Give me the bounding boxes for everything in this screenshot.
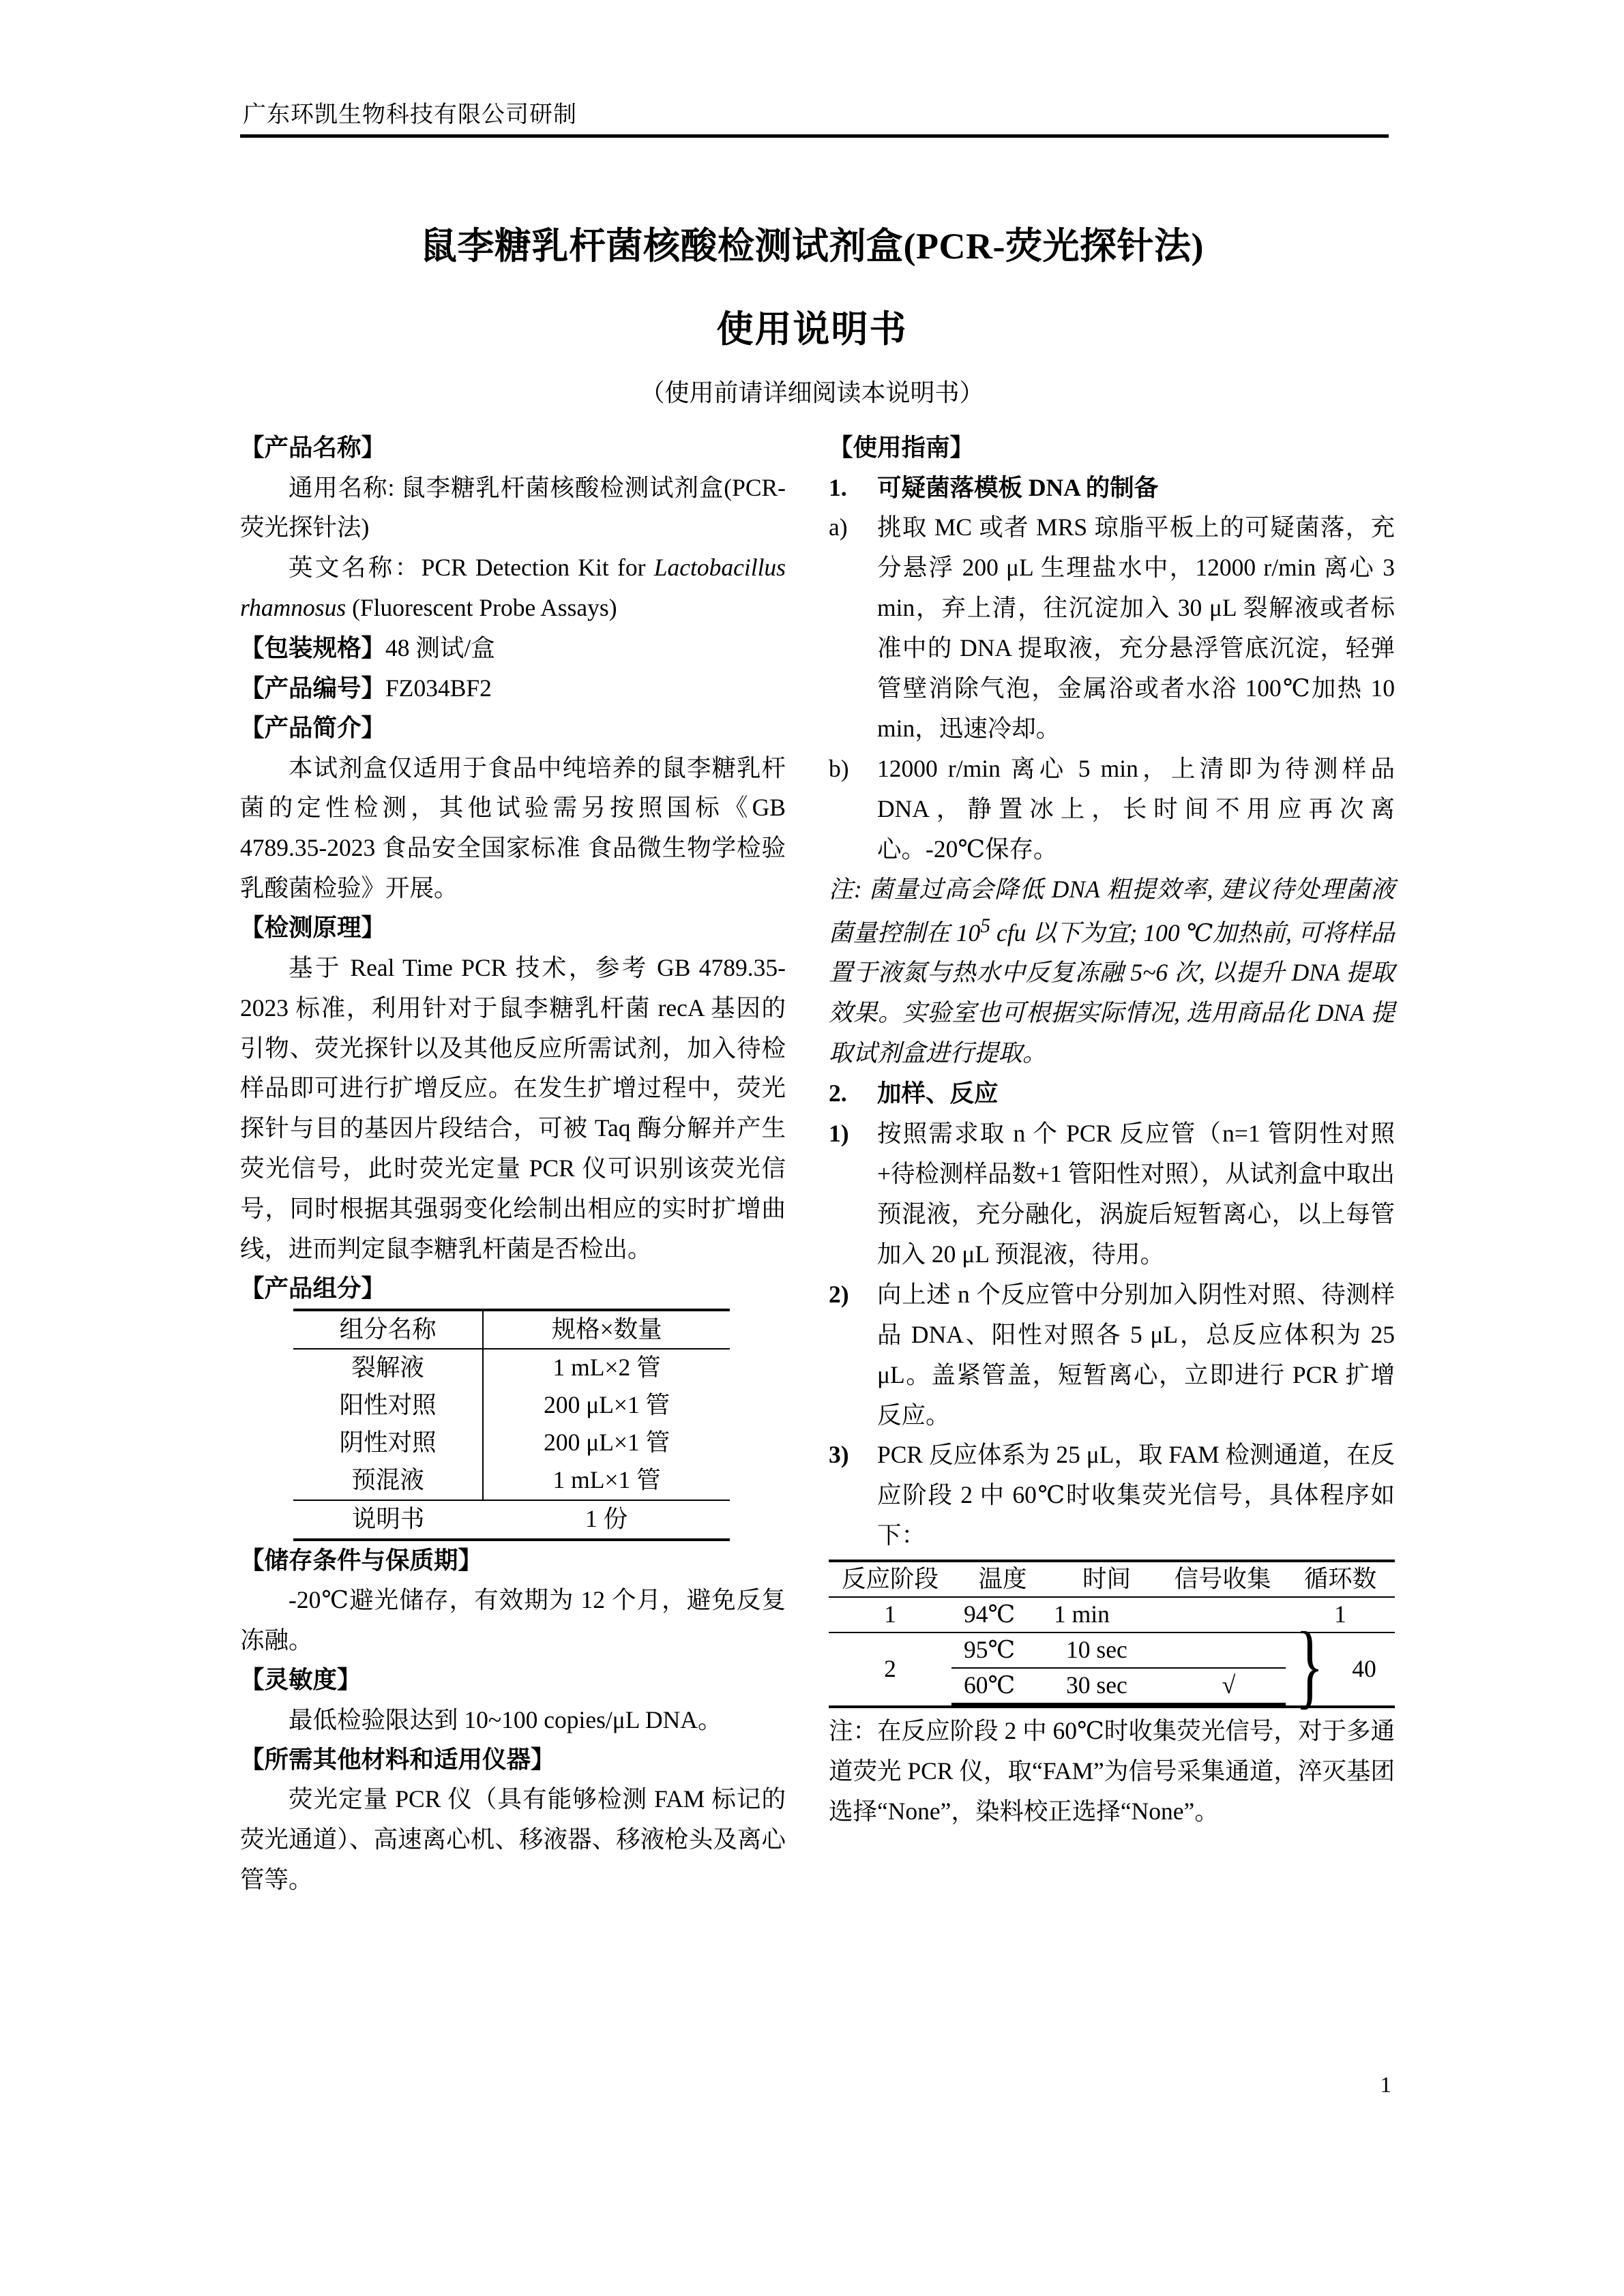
item-marker-3: 3) xyxy=(829,1441,849,1469)
item-text-1: 按照需求取 n 个 PCR 反应管（n=1 管阴性对照+待检测样品数+1 管阳性对照），从试剂盒中取出预混液，充分融化，涡旋后短暂离心，以上每管加入 20 μL 预混液，待用。 xyxy=(877,1120,1395,1268)
item-marker-b: b) xyxy=(829,754,849,782)
pcr-signal xyxy=(1160,1597,1286,1632)
components-table-footer-row xyxy=(293,1500,730,1540)
pcr-temperature: 94℃ xyxy=(951,1597,1054,1632)
table-row xyxy=(951,1633,1286,1668)
english-name-prefix: 英文名称：PCR Detection Kit for xyxy=(289,554,654,582)
package-spec-line xyxy=(240,628,786,668)
pcr-signal xyxy=(1172,1633,1286,1668)
pcr-stage: 2 xyxy=(829,1632,951,1707)
pcr-program-table xyxy=(829,1560,1395,1718)
pcr-temperature: 60℃ xyxy=(951,1668,1066,1704)
sensitivity-body: 最低检验限达到 10~100 copies/μL DNA。 xyxy=(289,1705,722,1733)
pcr-col-header-signal: 信号收集 xyxy=(1160,1561,1286,1597)
document-title: 鼠李糖乳杆菌核酸检测试剂盒(PCR-荧光探针法) xyxy=(420,226,1204,267)
component-name: 说明书 xyxy=(293,1500,483,1540)
product-code-line xyxy=(240,668,786,709)
item-marker-a: a) xyxy=(829,513,848,541)
table-row xyxy=(951,1668,1286,1704)
section-heading-components: 【产品组分】 xyxy=(240,1274,386,1302)
item-text-3: PCR 反应体系为 25 μL，取 FAM 检测通道，在反应阶段 2 中 60℃时收集荧光信号，具体程序如下： xyxy=(877,1441,1396,1549)
company-line: 广东环凯生物科技有限公司研制 xyxy=(243,102,577,128)
section-heading-sensitivity: 【灵敏度】 xyxy=(240,1666,361,1694)
note-suffix: cfu 以下为宜; 100 ℃加热前, 可将样品置于液氮与热水中反复冻融 5~6 次, 以提升 DNA 提取效果。实验室也可根据实际情况, 选用商品化 DNA 提取试剂盒进行提取。 xyxy=(829,919,1395,1067)
item-text-2: 向上述 n 个反应管中分别加入阴性对照、待测样品 DNA、阳性对照各 5 μL，总反应体积为 25 μL。盖紧管盖，短暂离心，立即进行 PCR 扩增反应。 xyxy=(877,1280,1395,1429)
component-spec: 200 μL×1 管 xyxy=(544,1391,670,1419)
section-heading-principle: 【检测原理】 xyxy=(240,914,386,942)
storage-body: -20℃避光储存，有效期为 12 个月，避免反复冻融。 xyxy=(240,1586,786,1654)
pcr-col-header-time: 时间 xyxy=(1054,1561,1160,1597)
section-heading-other-materials: 【所需其他材料和适用仪器】 xyxy=(240,1745,555,1773)
section-heading-product-code: 【产品编号】 xyxy=(240,674,386,702)
section-heading-intro: 【产品简介】 xyxy=(240,714,386,742)
item-text-b: 12000 r/min 离心 5 min，上清即为待测样品 DNA，静置冰上，长时间不用应再次离心。-20℃保存。 xyxy=(877,754,1395,863)
list-item xyxy=(829,1435,1395,1555)
section-heading-product-name: 【产品名称】 xyxy=(240,434,386,461)
section-2-title: 加样、反应 xyxy=(877,1079,999,1107)
components-col-header-spec: 规格×数量 xyxy=(483,1310,730,1350)
table-row xyxy=(293,1462,730,1500)
principle-body: 基于 Real Time PCR 技术，参考 GB 4789.35-2023 标准，利用针对于鼠李糖乳杆菌 recA 基因的引物、荧光探针以及其他反应所需试剂，加入待检样品即可进行扩增反应。在发生扩增过程中，荧光探针与目的基因片段结合，可被 Taq 酶分解并产生荧光信号，此时荧光定量 PCR 仪可识别该荧光信号，同时根据其强弱变化绘制出相应的实时扩增曲线，进而判定鼠李糖乳杆菌是否检出。 xyxy=(240,953,786,1263)
pcr-cycles: 1 xyxy=(1286,1597,1395,1632)
pcr-col-header-temperature: 温度 xyxy=(951,1561,1054,1597)
components-table-header-row xyxy=(293,1310,730,1350)
list-item xyxy=(829,749,1395,869)
component-name: 阳性对照 xyxy=(293,1387,483,1425)
list-item xyxy=(829,507,1395,749)
pcr-time: 10 sec xyxy=(1066,1633,1172,1668)
section-heading-usage-guide: 【使用指南】 xyxy=(829,434,975,461)
component-name: 预混液 xyxy=(293,1462,483,1500)
pcr-table-header-row xyxy=(829,1561,1395,1597)
pcr-time: 30 sec xyxy=(1066,1668,1172,1704)
component-spec: 1 mL×1 管 xyxy=(483,1462,730,1500)
pcr-temperature: 95℃ xyxy=(951,1633,1066,1668)
other-materials-body: 荧光定量 PCR 仪（具有能够检测 FAM 标记的荧光通道）、高速离心机、移液器、移液枪头及离心管等。 xyxy=(240,1785,786,1893)
section-1-number: 1. xyxy=(829,473,847,501)
section-heading-spec: 【包装规格】 xyxy=(240,634,386,662)
english-name-suffix: (Fluorescent Probe Assays) xyxy=(346,594,617,622)
intro-body: 本试剂盒仅适用于食品中纯培养的鼠李糖乳杆菌的定性检测，其他试验需另按照国标《GB 4789.35-2023 食品安全国家标准 食品微生物学检验 乳酸菌检验》开展。 xyxy=(240,754,786,902)
product-code-value: FZ034BF2 xyxy=(385,674,492,702)
spec-value: 48 测试/盒 xyxy=(385,634,495,662)
section-heading-storage: 【储存条件与保质期】 xyxy=(240,1546,483,1574)
pcr-cycles: 40 xyxy=(1333,1632,1395,1707)
page-header xyxy=(240,102,1389,138)
right-column xyxy=(829,428,1395,1832)
pcr-final-note: 注：在反应阶段 2 中 60℃时收集荧光信号，对于多通道荧光 PCR 仪，取“FAM”为信号采集通道，淬灭基团选择“None”，染料校正选择“None”。 xyxy=(829,1717,1395,1825)
pcr-col-header-cycles: 循环数 xyxy=(1286,1561,1395,1597)
document-read-note: （使用前请详细阅读本说明书） xyxy=(640,379,984,406)
table-row xyxy=(293,1349,730,1387)
components-col-header-name: 组分名称 xyxy=(293,1310,483,1350)
pcr-stage: 1 xyxy=(829,1597,951,1632)
pcr-col-header-stage: 反应阶段 xyxy=(829,1561,951,1597)
page-number: 1 xyxy=(1380,2073,1391,2098)
product-english-name xyxy=(240,548,786,628)
usage-section-1-title-row xyxy=(829,468,1395,508)
table-row xyxy=(293,1387,730,1425)
item-text-a: 挑取 MC 或者 MRS 琼脂平板上的可疑菌落，充分悬浮 200 μL 生理盐水中，12000 r/min 离心 3 min，弃上清，往沉淀加入 30 μL 裂解液或者标准中的 DNA 提取液，充分悬浮管底沉淀，轻弹管壁消除气泡，金属浴或者水浴 100℃加热 10 min，迅速冷却。 xyxy=(877,513,1395,743)
pcr-cycle-brace xyxy=(1286,1611,1333,1718)
component-spec: 1 份 xyxy=(483,1500,730,1540)
item-marker-1: 1) xyxy=(829,1120,849,1148)
usage-section-2-title-row xyxy=(829,1073,1395,1114)
brace-glyph: } xyxy=(1295,1611,1324,1718)
list-item xyxy=(829,1114,1395,1274)
section-1-title: 可疑菌落模板 DNA 的制备 xyxy=(877,473,1159,501)
item-marker-2: 2) xyxy=(829,1280,849,1308)
product-generic-name: 通用名称: 鼠李糖乳杆菌核酸检测试剂盒(PCR-荧光探针法) xyxy=(240,473,786,541)
table-row xyxy=(293,1425,730,1462)
table-row xyxy=(829,1632,1395,1707)
component-name: 裂解液 xyxy=(293,1349,483,1387)
pcr-time: 1 min xyxy=(1054,1597,1160,1632)
pcr-stage2-steps xyxy=(951,1632,1286,1707)
left-column xyxy=(240,428,786,1900)
components-table xyxy=(293,1309,730,1541)
pcr-stage2-inner-table xyxy=(951,1633,1286,1705)
list-item xyxy=(829,1274,1395,1435)
section-1-note xyxy=(829,869,1395,1073)
component-name: 阴性对照 xyxy=(293,1425,483,1462)
pcr-signal-checkmark: √ xyxy=(1172,1668,1286,1704)
header-divider xyxy=(240,134,1389,138)
section-2-number: 2. xyxy=(829,1079,847,1107)
note-prefix: 注: 菌量过高会降低 DNA 粗提效率, 建议待处理菌液菌量控制在 10 xyxy=(829,875,1395,946)
document-subtitle: 使用说明书 xyxy=(716,309,908,350)
species-name: Lactobacillus rhamnosus xyxy=(240,554,786,622)
component-spec: 1 mL×2 管 xyxy=(552,1354,661,1382)
note-superscript: 5 xyxy=(980,914,991,937)
component-spec: 200 μL×1 管 xyxy=(544,1429,670,1457)
